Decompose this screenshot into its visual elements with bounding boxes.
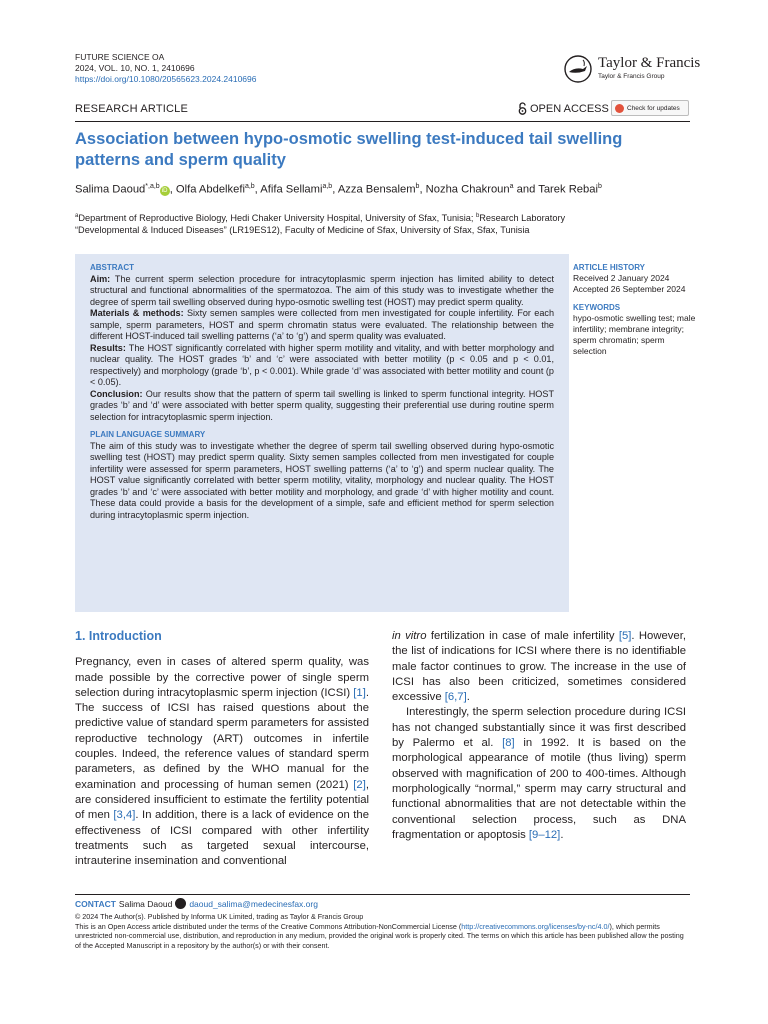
- email-icon: [175, 898, 186, 909]
- pls-text: The aim of this study was to investigate whether the degree of sperm tail swelling observed during hypo-osmotic swelling test (HOST) may predict sperm quality. Sixty semen samples collected from men investigated for couple infertility were assessed for sperm parameters, HOST swelling patterns (‘a’ to ‘g’) and sperm nuclear quality. The HOST value significantly correlated with better sperm motility, vitality, morphology and nuclear quality. The HOST grades ‘b’ and ‘c’ were associated with better motility and morphology, and grade ‘d’ with higher motility and count. These data could provide a basis for the development of a simple, safe and efficient method for sperm selection during intracytoplasmic sperm injection.: [90, 440, 554, 520]
- license-text: [75, 922, 690, 951]
- abstract-conclusion: [90, 389, 554, 424]
- body-text: . However, the list of indications for ICSI where there is no identifiable male factor continues to grow. The increase in the use of ICSI has also been criticized, sometimes considered excessive: [392, 630, 686, 704]
- author-name[interactable]: Olfa Abdelkefi: [175, 183, 245, 196]
- results-text: The HOST significantly correlated with higher sperm motility and vitality, and with better morphology and nuclear quality. The HOST grades ‘b’ and ‘c’ were associated with better motility (p < 0.05 and p < 0.01, respectively) and morphology (grade ‘b’, p < 0.001). While grade ‘d’ was associated with better motility and count (p < 0.05).: [90, 342, 554, 387]
- conclusion-text: Our results show that the pattern of sperm tail swelling is linked to sperm functional integrity. HOST grades ‘b’ and ‘d’ were associated with better sperm quality, suggesting their preferential use during routine sperm selection for intracytoplasmic sperm injection.: [90, 388, 554, 422]
- journal-name: FUTURE SCIENCE OA: [75, 52, 165, 62]
- author-sup: a: [509, 183, 514, 190]
- open-access-badge: [518, 102, 609, 115]
- copyright-block: [75, 912, 690, 950]
- citation-link[interactable]: [5]: [618, 630, 632, 642]
- author-name[interactable]: Afifa Sellami: [260, 183, 323, 196]
- accepted-date: Accepted 26 September 2024: [573, 284, 686, 294]
- affiliations: [75, 210, 690, 236]
- citation-link[interactable]: [2]: [353, 778, 366, 791]
- body-text: fertilization in case of male infertility: [426, 630, 619, 642]
- lamp-icon: [563, 55, 593, 83]
- abstract-methods: [90, 308, 554, 343]
- affil-sup: a: [75, 213, 79, 219]
- author-name[interactable]: Azza Bensalem: [337, 183, 416, 196]
- italic-text: in vitro: [392, 630, 427, 642]
- intro-column-left: [75, 629, 369, 869]
- body-text: .: [466, 691, 470, 704]
- section-title: 1. Introduction: [75, 629, 162, 643]
- aim-label: Aim:: [90, 273, 111, 284]
- author-sup: b: [415, 183, 420, 190]
- article-title: Association between hypo-osmotic swelling test-induced tail swelling patterns and sperm quality: [75, 130, 623, 169]
- methods-text: Sixty semen samples were collected from men investigated for couple infertility. For each sample, sperm parameters, HOST and sperm chromatin status were evaluated. The relationship between the different HOST-induced tail swelling patterns (‘a’ to ‘g’) and sperm quality was evaluated.: [90, 308, 555, 341]
- keywords-heading: KEYWORDS: [573, 303, 621, 312]
- check-updates-label: Check for updates: [627, 104, 680, 112]
- open-access-label: OPEN ACCESS: [530, 102, 609, 115]
- intro-paragraph-2: [392, 705, 686, 843]
- intro-column-right: [392, 629, 686, 843]
- body-text: .: [560, 828, 564, 841]
- intro-paragraph-1: [75, 655, 369, 869]
- author-sup: *,a,b: [145, 183, 160, 190]
- history-heading: ARTICLE HISTORY: [573, 263, 646, 272]
- citation-link[interactable]: [9–12]: [528, 828, 561, 841]
- body-text: Interestingly, the sperm selection procedure during ICSI has not changed substantially since it was first described by Palermo et al.: [392, 706, 686, 750]
- author-name[interactable]: Salima Daoud: [75, 183, 146, 196]
- contact-line: [75, 898, 318, 909]
- publisher-group: Taylor & Francis Group: [598, 73, 665, 80]
- footer-rule: [75, 894, 690, 895]
- results-label: Results:: [90, 342, 126, 353]
- author-name[interactable]: Tarek Rebai: [538, 183, 598, 196]
- article-sidebar: [573, 262, 698, 357]
- author-sup: a,b: [244, 183, 255, 190]
- contact-name: Salima Daoud: [118, 898, 173, 909]
- publisher-name: Taylor & Francis: [598, 55, 701, 71]
- check-updates-button[interactable]: [611, 100, 689, 116]
- contact-email-link[interactable]: daoud_salima@medecinesfax.org: [189, 898, 318, 909]
- affiliation-b: Research Laboratory: [479, 213, 566, 224]
- affiliation-b-cont: “Developmental & Induced Diseases” (LR19ES12), Faculty of Medicine of Sfax, University of Sfax, Sfax, Tunisia: [75, 225, 530, 236]
- journal-info: [75, 52, 257, 85]
- author-sup: a,b: [322, 183, 333, 190]
- article-type: RESEARCH ARTICLE: [75, 103, 189, 115]
- affiliation-a: Department of Reproductive Biology, Hedi Chaker University Hospital, University of Sfax, Tunisia;: [78, 213, 476, 224]
- aim-text: The current sperm selection procedure for intracytoplasmic sperm injection has limited ability to detect structural and functional abnormalities of the spermatozoa. The aim of this study was to investigate whether the degree of sperm tail swelling observed during hypo-osmotic swelling test (HOST) may predict sperm quality.: [90, 273, 554, 307]
- conclusion-label: Conclusion:: [90, 388, 143, 399]
- abstract-results: [90, 343, 554, 389]
- body-text: Pregnancy, even in cases of altered sperm quality, was made possible by the corrective power of single sperm selection during intracytoplasmic sperm injection (ICSI): [75, 656, 369, 699]
- author-sup: b: [597, 183, 602, 190]
- body-text: . The success of ICSI has raised questions about the predictive value of standard sperm parameters for assisted reproductive technology (ART) outcomes in infertile couples. Indeed, the reference values of standard sperm parameters, as defined by the WHO manual for the examination and processing of human semen (2021): [75, 686, 369, 791]
- copyright-line: © 2024 The Author(s). Published by Informa UK Limited, trading as Taylor & Francis Group: [75, 912, 364, 921]
- received-date: Received 2 January 2024: [573, 273, 670, 283]
- license-part: This is an Open Access article distributed under the terms of the Creative Commons Attribution-NonCommercial License (: [75, 921, 462, 931]
- citation-link[interactable]: [6,7]: [444, 691, 467, 704]
- author-list: Salima Daoud$^{*,a,b}$iD , Olfa Abdelkefi$^{a,b}$, Afifa Sellami$^{a,b}$, Azza Bensalem$^b$, Nozha Chakroun$^a$ and Tarek Rebai$^b$: [75, 183, 602, 196]
- citation-link[interactable]: [1]: [353, 686, 366, 699]
- methods-label: Materials & methods:: [90, 308, 184, 318]
- body-text: . In addition, there is a lack of evidence on the effectiveness of ICSI compared with other infertility treatments such as targeted sexual intercourse, intrauterine insemination and conventional: [75, 809, 369, 868]
- affil-sup: b: [475, 213, 480, 219]
- doi-link[interactable]: https://doi.org/10.1080/20565623.2024.2410696: [75, 74, 257, 84]
- contact-label: CONTACT: [75, 898, 116, 909]
- citation-link[interactable]: [8]: [502, 737, 515, 750]
- intro-paragraph-1-cont: [392, 629, 686, 705]
- orcid-icon[interactable]: iD: [160, 186, 170, 196]
- journal-volume: 2024, VOL. 10, NO. 1, 2410696: [75, 63, 195, 73]
- abstract-aim: [90, 274, 554, 309]
- keywords-text: hypo-osmotic swelling test; male infertility; membrane integrity; sperm chromatin; sperm selection: [573, 313, 696, 356]
- pls-heading: PLAIN LANGUAGE SUMMARY: [90, 430, 206, 439]
- crossmark-icon: [615, 104, 624, 113]
- body-text: , are considered insufficient to estimate the fertility potential of men: [75, 778, 369, 822]
- citation-link[interactable]: [3,4]: [113, 809, 136, 822]
- author-name[interactable]: Nozha Chakroun: [425, 183, 510, 196]
- header-rule: [75, 121, 690, 122]
- publisher-logo: [563, 55, 703, 85]
- license-part: ), which permits unrestricted non-commercial use, distribution, and reproduction in any medium, provided the original work is properly cited. The terms on which this article has been published allow the posting of the Accepted Manuscript in a repository by the author(s) or with their consent.: [75, 921, 684, 950]
- license-link[interactable]: http://creativecommons.org/licenses/by-nc/4.0/: [461, 921, 610, 931]
- open-lock-icon: [518, 102, 527, 115]
- abstract-box: [75, 254, 569, 612]
- body-text: in 1992. It is based on the morphological appearance of motile (thus living) sperm observed with magnification of 200 to 400-times. Although morphologically “normal,” sperm may carry structural and functional abnormalities that are not detectable within the conventional selection process, such as DNA fragmentation or apoptosis: [392, 737, 686, 841]
- abstract-heading: ABSTRACT: [90, 263, 134, 272]
